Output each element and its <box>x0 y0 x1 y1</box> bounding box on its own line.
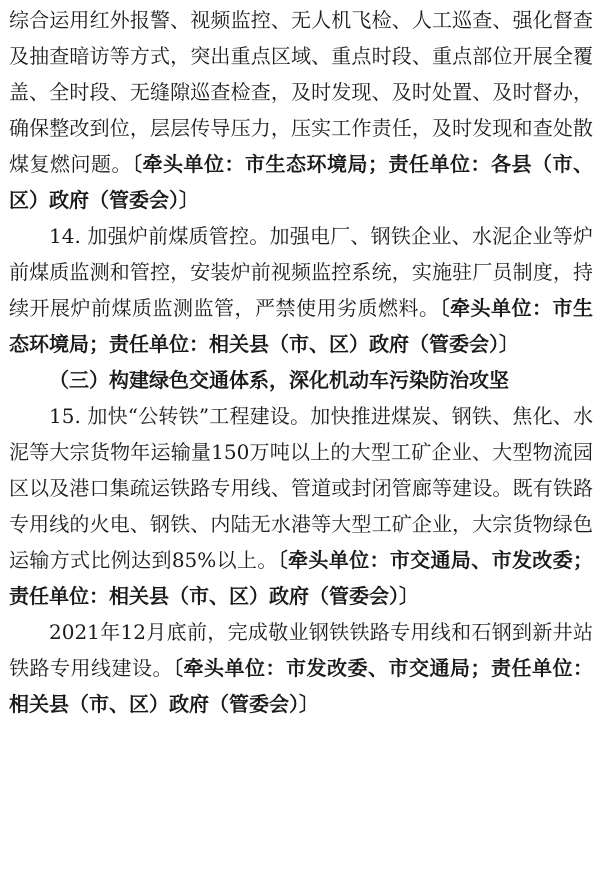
paragraph-2021-deadline <box>9 614 593 722</box>
paragraph-item-14 <box>9 218 593 362</box>
responsibility-note: 〔牵头单位：市交通局、市发改委；责任单位：相关县（市、区）政府（管委会）〕 <box>9 548 594 608</box>
responsibility-note: 〔牵头单位：市发改委、市交通局；责任单位：相关县（市、区）政府（管委会）〕 <box>9 656 593 716</box>
section-heading: （三）构建绿色交通体系，深化机动车污染防治攻坚 <box>49 368 509 392</box>
document-page <box>0 2 600 870</box>
paragraph-item-15 <box>9 398 593 614</box>
paragraph-text: 综合运用红外报警、视频监控、无人机飞检、人工巡查、强化督查及抽查暗访等方式，突出重点区域、重点时段、重点部位开展全覆盖、全时段、无缝隙巡查检查，及时发现、及时处置、及时督办，确保整改到位，层层传导压力，压实工作责任，及时发现和查处散煤复燃问题。 <box>9 8 593 176</box>
paragraph-text: 15. 加快“公转铁”工程建设。加快推进煤炭、钢铁、焦化、水泥等大宗货物年运输量150万吨以上的大型工矿企业、大型物流园区以及港口集疏运铁路专用线、管道或封闭管廊等建设。既有铁路专用线的火电、钢铁、内陆无水港等大型工矿企业，大宗货物绿色运输方式比例达到85%以上。 <box>9 404 593 572</box>
responsibility-note: 〔牵头单位：市生态环境局；责任单位：相关县（市、区）政府（管委会）〕 <box>9 296 593 356</box>
paragraph-text: 14. 加强炉前煤质管控。加强电厂、钢铁企业、水泥企业等炉前煤质监测和管控，安装炉前视频监控系统，实施驻厂员制度，持续开展炉前煤质监测监管，严禁使用劣质燃料。 <box>9 224 593 320</box>
responsibility-note: 〔牵头单位：市生态环境局；责任单位：各县（市、区）政府（管委会）〕 <box>9 152 593 212</box>
paragraph-continuation <box>9 2 593 218</box>
paragraph-text: 2021年12月底前，完成敬业钢铁铁路专用线和石钢到新井站铁路专用线建设。 <box>9 620 593 680</box>
